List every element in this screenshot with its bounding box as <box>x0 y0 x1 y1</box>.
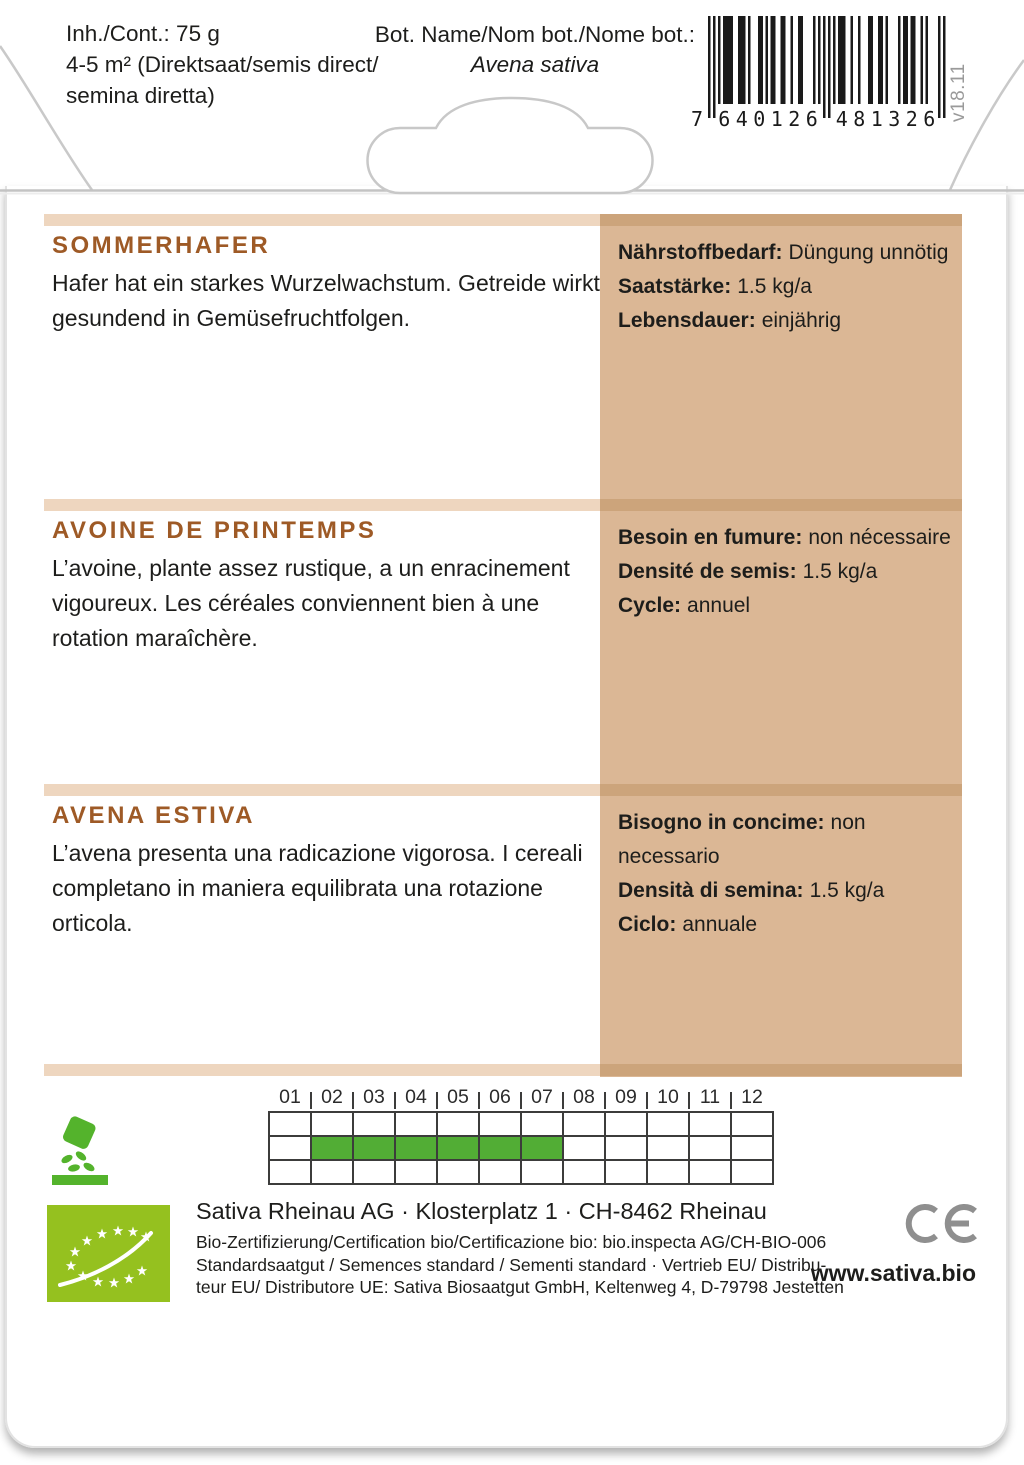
calendar-cell <box>396 1113 436 1135</box>
calendar-cell <box>648 1113 688 1135</box>
svg-text:6: 6 <box>718 107 731 131</box>
section-divider <box>600 499 962 511</box>
sowing-period-cell <box>438 1137 478 1159</box>
barcode-version: v18.11 <box>948 63 969 122</box>
detail-value: annuale <box>682 913 758 936</box>
calendar-cell <box>690 1137 730 1159</box>
detail-value: 1.5 kg/a <box>737 275 812 298</box>
section-divider <box>600 214 962 226</box>
company-address: Sativa Rheinau AG · Klosterplatz 1 · CH-8462 Rheinau <box>196 1198 767 1224</box>
detail-line <box>618 589 958 623</box>
svg-text:2: 2 <box>788 107 801 131</box>
svg-text:6: 6 <box>805 107 818 131</box>
section-divider <box>44 1064 600 1076</box>
detail-line <box>618 874 958 908</box>
sowing-period-cell <box>354 1137 394 1159</box>
calendar-cell <box>732 1161 772 1183</box>
calendar-month-03: 03 <box>354 1085 394 1110</box>
detail-value: einjährig <box>761 309 842 332</box>
detail-label: Saatstärke: <box>618 275 732 298</box>
calendar-month-02: 02 <box>312 1085 352 1110</box>
calendar-cell <box>270 1161 310 1183</box>
calendar-month-01: 01 <box>279 1086 301 1108</box>
content-weight-block <box>66 18 379 111</box>
calendar-cell <box>732 1113 772 1135</box>
standard-line2: teur EU/ Distributore UE: Sativa Biosaatgut GmbH, Keltenweg 4, D-79798 Jestetten <box>196 1277 844 1297</box>
calendar-cell <box>438 1113 478 1135</box>
detail-value: annuel <box>687 594 751 617</box>
calendar-cell <box>732 1137 772 1159</box>
calendar-month-07: 07 <box>522 1085 562 1110</box>
svg-text:7: 7 <box>690 107 704 131</box>
standard-line1: Standardsaatgut / Semences standard / Sementi standard · Vertrieb EU/ Distribu- <box>196 1254 827 1275</box>
calendar-cell <box>648 1161 688 1183</box>
calendar-cell <box>354 1161 394 1183</box>
botanical-name-value: Avena sativa <box>470 52 600 77</box>
barcode-bars <box>690 14 950 146</box>
calendar-cell <box>522 1113 562 1135</box>
section-details-it <box>618 806 958 942</box>
calendar-month-10: 10 <box>648 1085 688 1110</box>
ce-mark <box>903 1200 987 1248</box>
section-details-fr <box>618 521 958 623</box>
section-body-de: Hafer hat ein starkes Wurzelwachstum. Getreide wirkt gesundend in Gemüsefruchtfolgen. <box>52 270 600 331</box>
section-divider <box>600 1064 962 1076</box>
section-title-fr: AVOINE DE PRINTEMPS <box>52 517 377 544</box>
detail-value: Düngung unnötig <box>788 241 949 264</box>
barcode <box>690 14 950 146</box>
detail-label: Bisogno in concime: <box>618 811 825 834</box>
calendar-cell <box>690 1161 730 1183</box>
section-title-it: AVENA ESTIVA <box>52 802 255 829</box>
detail-line <box>618 806 958 874</box>
detail-label: Densité de semis: <box>618 560 797 583</box>
calendar-cell <box>354 1113 394 1135</box>
section-divider <box>44 784 600 796</box>
detail-line <box>618 908 958 942</box>
calendar-month-08: 08 <box>564 1085 604 1110</box>
calendar-cell <box>480 1113 520 1135</box>
detail-line <box>618 236 958 270</box>
botanical-name-block <box>355 20 715 80</box>
calendar-cell <box>270 1113 310 1135</box>
calendar-month-11: 11 <box>690 1085 730 1110</box>
euro-slot-cutout <box>368 98 653 193</box>
svg-text:1: 1 <box>770 107 783 131</box>
detail-label: Cycle: <box>618 594 682 617</box>
svg-text:1: 1 <box>870 107 883 131</box>
calendar-cell <box>606 1113 646 1135</box>
sowing-period-cell <box>396 1137 436 1159</box>
calendar-cell <box>522 1161 562 1183</box>
calendar-cell <box>606 1137 646 1159</box>
svg-text:8: 8 <box>853 107 866 131</box>
certification-line: Bio-Zertifizierung/Certification bio/Certificazione bio: bio.inspecta AG/CH-BIO-006 <box>196 1232 827 1252</box>
calendar-cell <box>438 1161 478 1183</box>
details-column-background <box>600 214 962 1077</box>
detail-label: Besoin en fumure: <box>618 526 803 549</box>
section-body-fr: L’avoine, plante assez rustique, a un enracinement vigoureux. Les céréales conviennent bien à une rotation maraîchère. <box>52 555 570 651</box>
calendar-month-06: 06 <box>480 1085 520 1110</box>
sowing-period-cell <box>480 1137 520 1159</box>
calendar-month-04: 04 <box>396 1085 436 1110</box>
section-details-de <box>618 236 958 338</box>
detail-line <box>618 304 958 338</box>
website-url: www.sativa.bio <box>810 1260 976 1286</box>
section-divider <box>44 214 600 226</box>
calendar-cell <box>270 1137 310 1159</box>
detail-label: Ciclo: <box>618 913 677 936</box>
calendar-month-12: 12 <box>732 1085 772 1110</box>
coverage-area-line1: 4-5 m² (Direktsaat/semis direct/ <box>66 52 379 77</box>
calendar-cell <box>312 1161 352 1183</box>
coverage-area-line2: semina diretta) <box>66 83 215 108</box>
svg-text:4: 4 <box>735 107 748 131</box>
svg-text:4: 4 <box>835 107 848 131</box>
detail-line <box>618 270 958 304</box>
calendar-cell <box>396 1161 436 1183</box>
content-weight: Inh./Cont.: 75 g <box>66 21 220 46</box>
svg-text:0: 0 <box>753 107 766 131</box>
eu-organic-leaf-logo <box>47 1205 170 1302</box>
calendar-month-labels <box>268 1085 774 1110</box>
calendar-month-09: 09 <box>606 1085 646 1110</box>
detail-value: non nécessaire <box>808 526 951 549</box>
detail-line <box>618 521 958 555</box>
calendar-cell <box>312 1113 352 1135</box>
calendar-cell <box>564 1113 604 1135</box>
detail-value: 1.5 kg/a <box>802 560 878 583</box>
calendar-grid <box>268 1111 774 1185</box>
calendar-cell <box>564 1137 604 1159</box>
svg-text:6: 6 <box>923 107 936 131</box>
calendar-cell <box>690 1113 730 1135</box>
sowing-icon <box>50 1113 112 1187</box>
section-divider <box>44 499 600 511</box>
calendar-cell <box>606 1161 646 1183</box>
detail-label: Lebensdauer: <box>618 309 756 332</box>
sowing-period-cell <box>522 1137 562 1159</box>
detail-line <box>618 555 958 589</box>
calendar-cell <box>648 1137 688 1159</box>
svg-text:3: 3 <box>888 107 901 131</box>
botanical-name-label: Bot. Name/Nom bot./Nome bot.: <box>374 22 696 47</box>
calendar-month-05: 05 <box>438 1085 478 1110</box>
detail-value: non necessario <box>618 811 866 868</box>
detail-value: 1.5 kg/a <box>809 879 885 902</box>
calendar-cell <box>564 1161 604 1183</box>
section-title-de: SOMMERHAFER <box>52 232 271 259</box>
calendar-cell <box>480 1161 520 1183</box>
svg-text:2: 2 <box>905 107 918 131</box>
section-body-it: L’avena presenta una radicazione vigorosa. I cereali completano in maniera equilibrata una rotazione orticola. <box>52 840 583 936</box>
detail-label: Densità di semina: <box>618 879 804 902</box>
detail-label: Nährstoffbedarf: <box>618 241 783 264</box>
sowing-period-cell <box>312 1137 352 1159</box>
section-divider <box>600 784 962 796</box>
certification-block <box>196 1231 844 1299</box>
